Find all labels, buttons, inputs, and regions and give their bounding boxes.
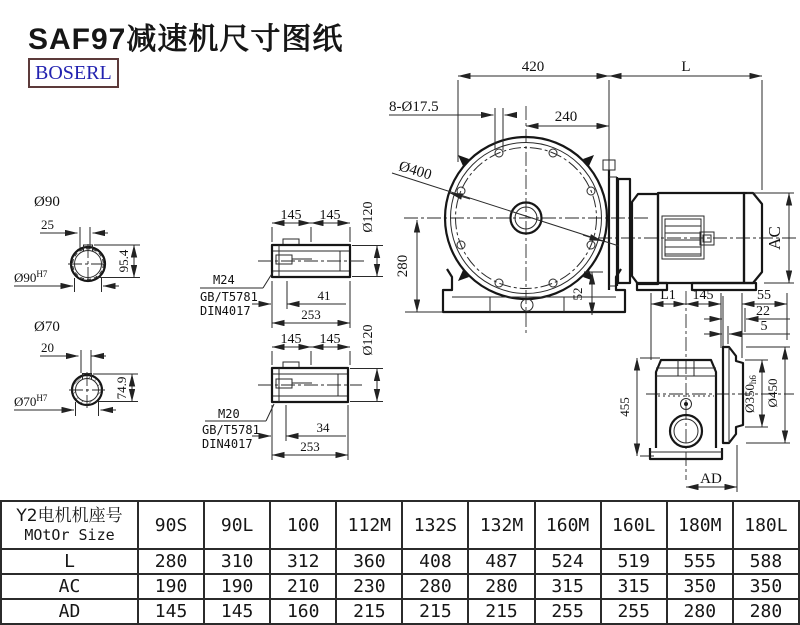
dim-label-145e: 145 [692, 288, 714, 303]
dim-label-d90: Ø90 [34, 194, 60, 210]
dim-label-l1: L1 [660, 288, 676, 303]
dim-label-253a: 253 [301, 307, 321, 322]
brand-logo: BOSERL [28, 58, 119, 88]
output-flange [723, 347, 743, 443]
shaft-section-70-view [14, 319, 138, 416]
dim-label-74-9: 74.9 [114, 376, 129, 400]
dim-label-95-4: 95.4 [116, 249, 131, 273]
dim-label-52: 52 [570, 287, 585, 301]
table-header-motor-size [1, 501, 138, 549]
dim-label-55: 55 [757, 288, 771, 303]
dim-label-420: 420 [521, 59, 545, 75]
dim-label-253b: 253 [300, 439, 320, 454]
dim-label-d450: Ø450 [765, 378, 780, 408]
column-header-100: 100 [270, 501, 336, 549]
dim-label-22: 22 [756, 304, 770, 319]
cell: 255 [535, 599, 601, 624]
cell: 524 [535, 549, 601, 574]
dim-label-keyway-25: 25 [41, 217, 54, 232]
dim-label-455: 455 [617, 397, 632, 417]
dim-label-240: 240 [554, 109, 578, 125]
cell: 519 [601, 549, 667, 574]
shaft-section-90-view [14, 194, 140, 292]
table-header-cn: Y2电机机座号 [16, 506, 123, 526]
dim-label-145d: 145 [319, 332, 341, 347]
column-header-132s: 132S [402, 501, 468, 549]
thread-label-m24: M24 [213, 273, 235, 287]
dim-label-d400: Ø400 [396, 158, 434, 184]
cell: 350 [667, 574, 733, 599]
corner-tab [583, 155, 594, 166]
cell: 160 [270, 599, 336, 624]
dim-label-34: 34 [316, 420, 330, 435]
cell: 280 [402, 574, 468, 599]
dim-label-ad: AD [700, 471, 722, 487]
column-header-132m: 132M [468, 501, 534, 549]
hollow-shaft-m20-view [202, 324, 383, 460]
column-header-90l: 90L [204, 501, 270, 549]
cell: 312 [270, 549, 336, 574]
cell: 280 [138, 549, 204, 574]
cell: 145 [138, 599, 204, 624]
standard-label-gbt5781-a: GB/T5781 [200, 290, 258, 304]
table-header-en: MOtOr Size [24, 526, 115, 544]
cell: 280 [733, 599, 799, 624]
thread-label-m20: M20 [218, 407, 240, 421]
cell: 315 [601, 574, 667, 599]
standard-label-gbt5781-b: GB/T5781 [202, 423, 260, 437]
cell: 210 [270, 574, 336, 599]
side-view [617, 288, 794, 492]
cell: 588 [733, 549, 799, 574]
motor-size-table [0, 500, 800, 625]
cell: 555 [667, 549, 733, 574]
front-view [389, 59, 796, 334]
dim-label-41: 41 [317, 288, 331, 303]
dim-label-145c: 145 [280, 332, 302, 347]
dim-label-ac: AC [765, 226, 784, 250]
cell: 360 [336, 549, 402, 574]
corner-tab [458, 155, 469, 166]
dim-label-bore-90h7: $Ø90^{H7}$ [14, 269, 48, 285]
dim-label-l: L [681, 59, 691, 75]
cell: 280 [468, 574, 534, 599]
column-header-112m: 112M [336, 501, 402, 549]
cell: 190 [138, 574, 204, 599]
row-label-l: L [1, 549, 138, 574]
dim-label-145a: 145 [280, 208, 302, 223]
cell: 190 [204, 574, 270, 599]
cell: 315 [535, 574, 601, 599]
cell: 310 [204, 549, 270, 574]
cell: 255 [601, 599, 667, 624]
dim-label-keyway-20: 20 [41, 340, 54, 355]
cell: 280 [667, 599, 733, 624]
standard-label-din4017-a: DIN4017 [200, 304, 251, 318]
dim-label-d70: Ø70 [34, 319, 60, 335]
dim-label-d350h6: Ø350h6 [742, 375, 758, 413]
dim-label-d120-b: Ø120 [361, 324, 376, 356]
row-label-ad: AD [1, 599, 138, 624]
page-title: SAF97减速机尺寸图纸 [28, 23, 344, 56]
column-header-180m: 180M [667, 501, 733, 549]
cell: 408 [402, 549, 468, 574]
cell: 145 [204, 599, 270, 624]
column-header-180l: 180L [733, 501, 799, 549]
column-header-160m: 160M [535, 501, 601, 549]
column-header-160l: 160L [601, 501, 667, 549]
dim-label-d120-a: Ø120 [361, 201, 376, 233]
table-row-ad [1, 599, 799, 624]
dim-label-bore-70h7: $Ø70^{H7}$ [14, 393, 48, 409]
dim-label-5: 5 [760, 319, 768, 334]
cell: 487 [468, 549, 534, 574]
cell: 215 [468, 599, 534, 624]
motor [618, 179, 762, 290]
cell: 350 [733, 574, 799, 599]
cell: 230 [336, 574, 402, 599]
table-row-ac [1, 574, 799, 599]
hollow-shaft-m24-view [200, 201, 383, 328]
dim-label-280: 280 [395, 254, 411, 278]
dim-label-bolt-holes: 8-Ø17.5 [389, 99, 439, 115]
table-row-l [1, 549, 799, 574]
cell: 215 [336, 599, 402, 624]
cell: 215 [402, 599, 468, 624]
dim-label-145b: 145 [319, 208, 341, 223]
row-label-ac: AC [1, 574, 138, 599]
column-header-90s: 90S [138, 501, 204, 549]
corner-tab [458, 270, 469, 281]
standard-label-din4017-b: DIN4017 [202, 437, 253, 451]
